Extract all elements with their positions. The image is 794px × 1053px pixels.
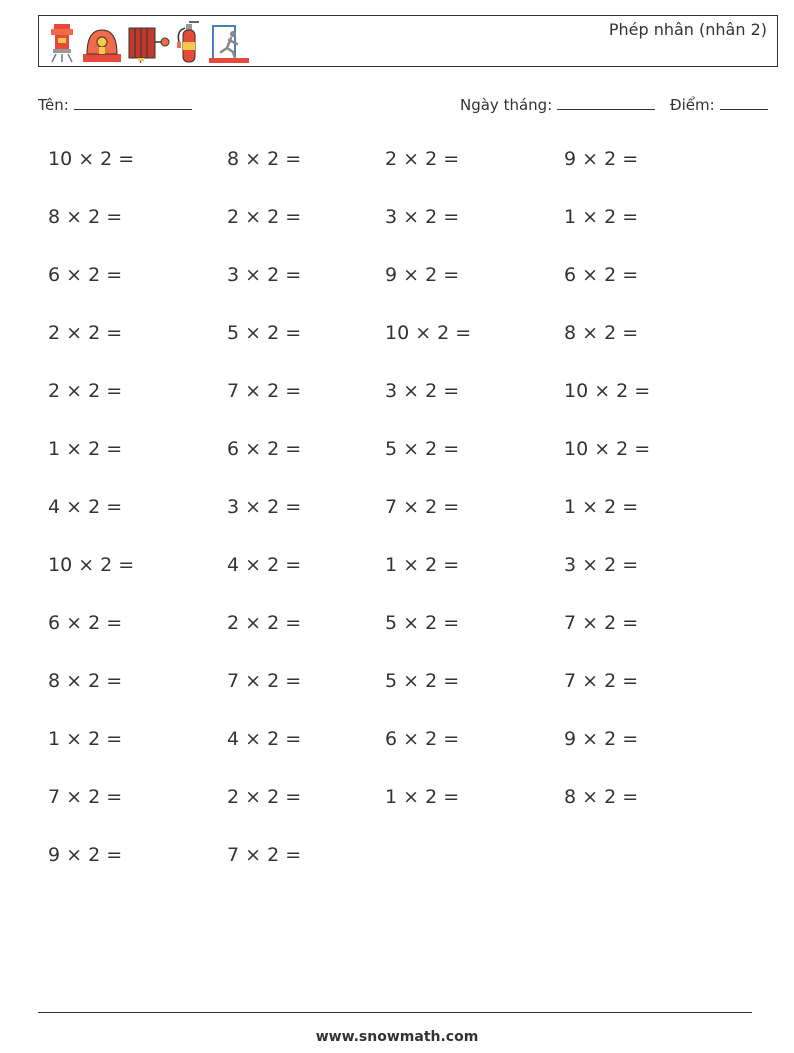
emergency-exit-icon (207, 22, 251, 64)
problem-item: 8 × 2 = (227, 148, 302, 170)
problem-item: 10 × 2 = (564, 380, 651, 402)
problem-item: 2 × 2 = (385, 148, 460, 170)
problem-item: 6 × 2 = (48, 264, 123, 286)
problem-item: 4 × 2 = (48, 496, 123, 518)
problem-item: 9 × 2 = (564, 728, 639, 750)
problem-item: 1 × 2 = (385, 554, 460, 576)
score-field (670, 93, 768, 114)
problem-item: 10 × 2 = (564, 438, 651, 460)
footer-divider (38, 1012, 752, 1013)
problem-item: 7 × 2 = (227, 844, 302, 866)
problem-item: 2 × 2 = (48, 322, 123, 344)
problem-item: 9 × 2 = (48, 844, 123, 866)
score-label: Điểm: (670, 96, 715, 114)
problem-item: 8 × 2 = (48, 206, 123, 228)
problem-item: 6 × 2 = (48, 612, 123, 634)
problem-item: 1 × 2 = (48, 728, 123, 750)
problem-item: 2 × 2 = (48, 380, 123, 402)
problem-item: 3 × 2 = (227, 264, 302, 286)
problem-item: 10 × 2 = (48, 148, 135, 170)
problem-item: 2 × 2 = (227, 612, 302, 634)
problem-item: 9 × 2 = (564, 148, 639, 170)
problem-item: 7 × 2 = (564, 670, 639, 692)
problem-item: 2 × 2 = (227, 786, 302, 808)
worksheet-title: Phép nhân (nhân 2) (608, 20, 767, 39)
problem-item: 5 × 2 = (227, 322, 302, 344)
date-field (460, 93, 655, 114)
problem-item: 5 × 2 = (385, 438, 460, 460)
problem-item: 8 × 2 = (564, 786, 639, 808)
problem-item: 7 × 2 = (564, 612, 639, 634)
problem-item: 8 × 2 = (564, 322, 639, 344)
problem-item: 7 × 2 = (48, 786, 123, 808)
fire-extinguisher-icon (175, 20, 203, 64)
problem-item: 3 × 2 = (385, 380, 460, 402)
problem-item: 7 × 2 = (227, 670, 302, 692)
problem-item: 1 × 2 = (385, 786, 460, 808)
name-label: Tên: (38, 96, 69, 114)
problem-item: 7 × 2 = (385, 496, 460, 518)
problem-item: 5 × 2 = (385, 670, 460, 692)
problem-item: 3 × 2 = (385, 206, 460, 228)
problem-item: 4 × 2 = (227, 728, 302, 750)
problem-item: 5 × 2 = (385, 612, 460, 634)
icon-strip (47, 20, 251, 64)
problem-item: 1 × 2 = (564, 496, 639, 518)
problem-item: 10 × 2 = (48, 554, 135, 576)
name-blank[interactable] (74, 93, 192, 110)
problem-item: 7 × 2 = (227, 380, 302, 402)
problem-item: 4 × 2 = (227, 554, 302, 576)
name-field (38, 93, 192, 114)
problem-item: 10 × 2 = (385, 322, 472, 344)
footer-site: www.snowmath.com (315, 1029, 479, 1045)
problem-item: 1 × 2 = (48, 438, 123, 460)
header-box (38, 15, 778, 67)
problem-item: 9 × 2 = (385, 264, 460, 286)
problem-item: 6 × 2 = (385, 728, 460, 750)
problem-item: 3 × 2 = (227, 496, 302, 518)
problem-item: 8 × 2 = (48, 670, 123, 692)
problem-item: 3 × 2 = (564, 554, 639, 576)
fire-hydrant-icon (47, 22, 77, 64)
date-blank[interactable] (557, 93, 655, 110)
problem-item: 6 × 2 = (227, 438, 302, 460)
problem-item: 6 × 2 = (564, 264, 639, 286)
problem-item: 1 × 2 = (564, 206, 639, 228)
score-blank[interactable] (720, 93, 768, 110)
date-label: Ngày tháng: (460, 96, 553, 114)
fire-hose-reel-icon (127, 22, 171, 64)
fire-alarm-icon (81, 22, 123, 64)
problem-item: 2 × 2 = (227, 206, 302, 228)
